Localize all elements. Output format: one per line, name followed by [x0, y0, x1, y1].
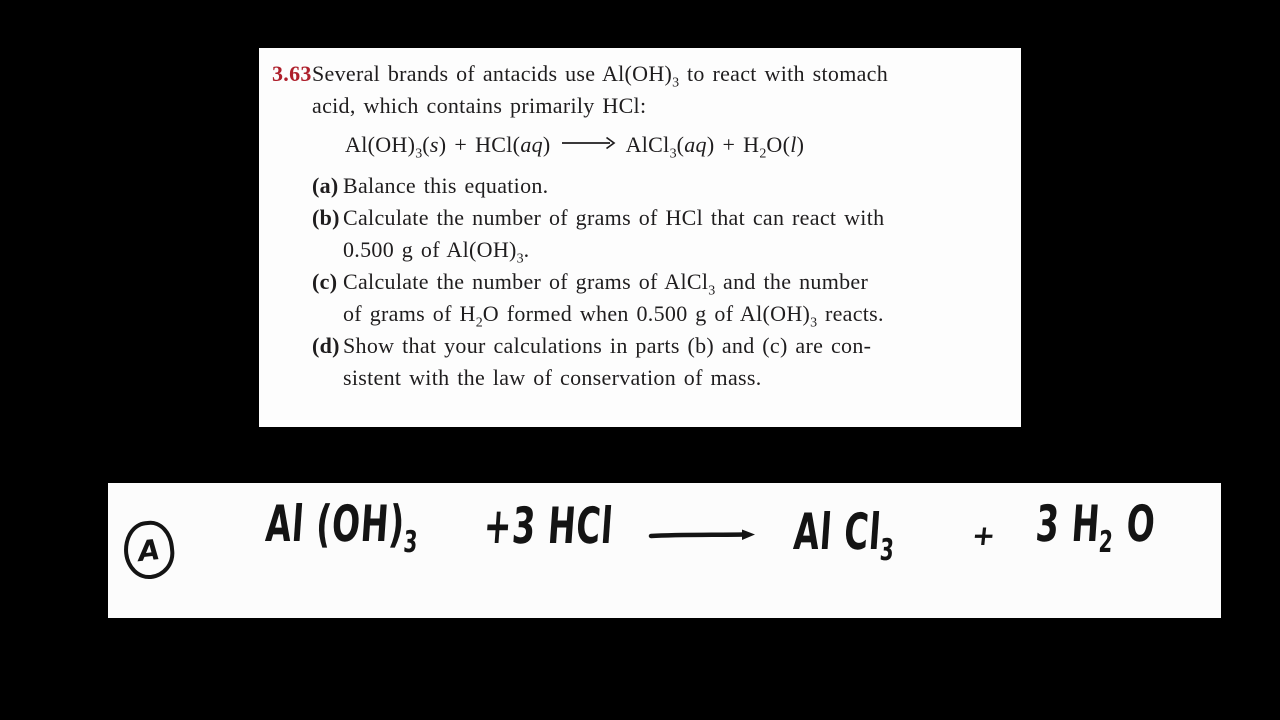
paren: ( [676, 132, 685, 157]
answer-panel [108, 483, 1221, 618]
paren: ( [422, 132, 430, 157]
item-c [312, 266, 1021, 330]
intro-line-1-text: Several brands of antacids use Al(OH) [312, 61, 673, 86]
hw-reactant-aloh3 [263, 495, 421, 560]
item-b-text-cont: 0.500 g of Al(OH) [343, 237, 517, 262]
hw-formula-cont: O [1112, 495, 1158, 553]
plus-sign: + [722, 132, 736, 157]
item-c-text2-end: reacts. [817, 301, 884, 326]
intro-line-1-text-cont: to react with stomach [679, 61, 889, 86]
paren: ) [796, 132, 805, 157]
hw-subscript: 3 [878, 533, 896, 568]
item-d-label: (d) [312, 333, 340, 358]
subscript: 3 [672, 75, 680, 91]
item-b-label: (b) [312, 205, 340, 230]
item-c-line-1 [312, 266, 1021, 299]
state-aqueous: aq [520, 132, 543, 157]
subscript: 3 [810, 315, 818, 331]
item-d-line-1 [312, 330, 1021, 362]
reaction-arrow-icon [561, 136, 616, 150]
hw-product-3h2o [1033, 495, 1158, 560]
period: . [523, 237, 530, 262]
hw-formula: Al (OH) [263, 495, 407, 553]
item-b-text: Calculate the number of grams of HCl that can react with [343, 205, 885, 230]
problem-row [259, 48, 1021, 394]
formula-h2o: H [743, 132, 760, 157]
formula-h2o-cont: O( [766, 132, 791, 157]
item-c-text: Calculate the number of grams of AlCl [343, 269, 709, 294]
hw-arrow-icon [648, 525, 760, 545]
item-d-line-2: sistent with the law of conservation of mass. [343, 365, 762, 390]
item-b-line-1 [312, 202, 1021, 234]
item-a-text: Balance this equation. [343, 173, 549, 198]
hw-formula: Al Cl [791, 503, 884, 561]
paren: ) [706, 132, 715, 157]
subscript: 3 [708, 283, 716, 299]
item-c-label: (c) [312, 269, 338, 294]
hw-reactant-3hcl: +3 HCl [481, 497, 616, 555]
paren: ) [542, 132, 551, 157]
intro-line-2: acid, which contains primarily HCl: [312, 93, 647, 118]
item-b-line-2 [343, 234, 1021, 266]
subscript: 3 [516, 251, 524, 267]
formula-alcl3: AlCl [625, 132, 670, 157]
item-c-text-cont: and the number [715, 269, 869, 294]
state-liquid: l [790, 132, 797, 157]
problem-number: 3.63 [272, 61, 312, 86]
hw-subscript: 2 [1097, 525, 1115, 560]
formula-aloh3: Al(OH) [345, 132, 416, 157]
item-d [312, 330, 1021, 394]
paren: ) [438, 132, 447, 157]
hw-subscript: 3 [402, 525, 420, 560]
printed-equation [345, 128, 1021, 162]
problem-body [312, 58, 1021, 394]
subscript: 2 [475, 315, 483, 331]
state-aqueous: aq [684, 132, 707, 157]
item-d-text: Show that your calculations in parts (b) and (c) are con- [343, 333, 872, 358]
problem-panel [259, 48, 1021, 427]
plus-sign: + [454, 132, 468, 157]
item-c-line-2 [343, 298, 1021, 330]
intro-line-1 [312, 58, 1021, 90]
item-a-line-1 [312, 170, 1021, 202]
answer-label-circle [121, 519, 177, 582]
answer-label: A [136, 532, 162, 568]
formula-hcl: HCl( [475, 132, 521, 157]
item-a [312, 170, 1021, 202]
subscript: 2 [759, 146, 767, 162]
item-c-text2: of grams of H [343, 301, 476, 326]
hw-plus-sign: + [970, 519, 998, 552]
hw-product-alcl3 [791, 503, 898, 568]
item-b [312, 202, 1021, 266]
subscript: 3 [415, 146, 423, 162]
item-c-text2-cont: O formed when 0.500 g of Al(OH) [482, 301, 811, 326]
state-solid: s [429, 132, 439, 157]
hw-formula: 3 H [1033, 495, 1103, 553]
item-a-label: (a) [312, 173, 339, 198]
subscript: 3 [669, 146, 677, 162]
